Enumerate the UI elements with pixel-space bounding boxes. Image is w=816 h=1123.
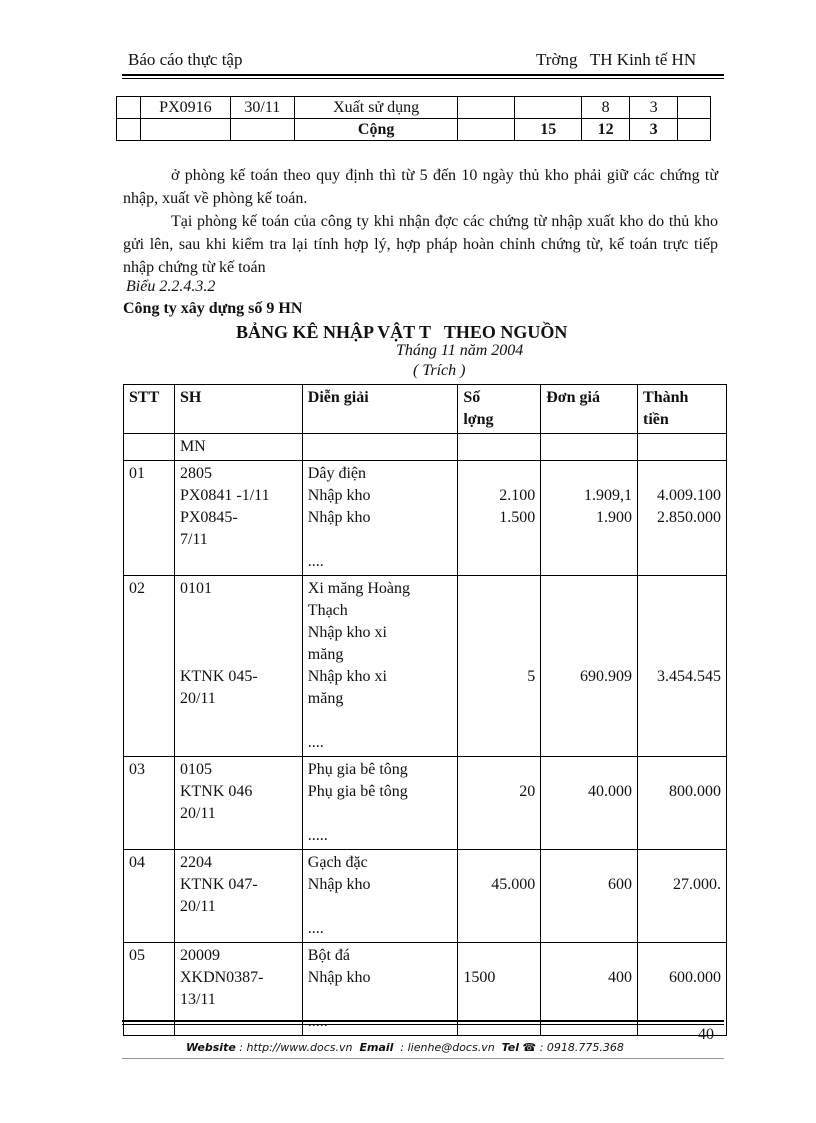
column-header: SH xyxy=(174,385,302,434)
tel-value: ☎ : 0918.775.368 xyxy=(519,1041,624,1054)
tel-label: Tel xyxy=(501,1041,519,1054)
email-label: Email xyxy=(359,1041,394,1054)
stt-cell: 04 xyxy=(124,850,175,943)
cell: 15 xyxy=(515,119,582,141)
cell xyxy=(230,119,294,141)
quantity-cell: 45.000 xyxy=(458,850,541,943)
cell xyxy=(140,119,230,141)
bieu-label: Biểu 2.2.4.3.2 xyxy=(126,278,216,295)
cell xyxy=(678,97,711,119)
header-rule-thick xyxy=(122,74,724,76)
page-number: 40 xyxy=(698,1026,714,1043)
table-header-row xyxy=(124,385,727,434)
footer-rule-thin xyxy=(122,1024,724,1025)
top-table xyxy=(116,96,711,141)
stt-cell: 03 xyxy=(124,757,175,850)
quantity-cell: 5 xyxy=(458,576,541,757)
column-header: STT xyxy=(124,385,175,434)
footer-bottom-rule xyxy=(122,1058,724,1059)
table-row xyxy=(117,119,711,141)
cell xyxy=(458,119,515,141)
cell: 3 xyxy=(630,119,678,141)
column-header: Số lợng xyxy=(458,385,541,434)
table-row xyxy=(124,850,727,943)
price-cell: 600 xyxy=(541,850,638,943)
paragraph: ở phòng kế toán theo quy định thì từ 5 đến 10 ngày thủ kho phải giữ các chứng từ nhập, xuất về phòng kế toán. xyxy=(123,167,718,207)
trich-label: ( Trích ) xyxy=(413,362,466,379)
main-table xyxy=(123,384,727,1036)
amount-cell: 800.000 xyxy=(638,757,727,850)
amount-cell: 4.009.100 2.850.000 xyxy=(638,461,727,576)
company-name: Công ty xây dựng số 9 HN xyxy=(123,300,303,317)
website-label: Website xyxy=(186,1041,236,1054)
table-row xyxy=(124,757,727,850)
cell: Cộng xyxy=(294,119,458,141)
quantity-cell: 1500 xyxy=(458,943,541,1036)
cell: Xuất sử dụng xyxy=(294,97,458,119)
sh-cell: 2805 PX0841 -1/11 PX0845- 7/11 xyxy=(174,461,302,576)
sh-cell: 2204 KTNK 047- 20/11 xyxy=(174,850,302,943)
cell xyxy=(124,434,175,461)
header-rule-thin xyxy=(122,78,724,79)
sh-cell: 20009 XKDN0387- 13/11 xyxy=(174,943,302,1036)
description-cell: Xi măng Hoàng Thạch Nhập kho xi măng Nhập kho xi măng .... xyxy=(302,576,458,757)
cell: 3 xyxy=(630,97,678,119)
price-cell: 1.909,1 1.900 xyxy=(541,461,638,576)
amount-cell: 600.000 xyxy=(638,943,727,1036)
footer-rule-thick xyxy=(122,1020,724,1022)
description-cell: Bột đá Nhập kho xyxy=(302,943,458,1036)
cell xyxy=(117,119,141,141)
stt-cell: 05 xyxy=(124,943,175,1036)
stt-cell: 02 xyxy=(124,576,175,757)
price-cell: 40.000 xyxy=(541,757,638,850)
quantity-cell: 20 xyxy=(458,757,541,850)
column-header: Thành tiền xyxy=(638,385,727,434)
cell: PX0916 xyxy=(140,97,230,119)
cell xyxy=(458,434,541,461)
cell: 30/11 xyxy=(230,97,294,119)
cell xyxy=(678,119,711,141)
quantity-cell: 2.100 1.500 xyxy=(458,461,541,576)
column-header: Đơn giá xyxy=(541,385,638,434)
price-cell: 400 xyxy=(541,943,638,1036)
sh-cell: 0101 KTNK 045- 20/11 xyxy=(174,576,302,757)
page-title: BẢNG KÊ NHẬP VẬT T THEO NGUỒN xyxy=(236,322,568,342)
cell xyxy=(541,434,638,461)
description-cell: Gạch đặc Nhập kho .... xyxy=(302,850,458,943)
stt-cell: 01 xyxy=(124,461,175,576)
table-row xyxy=(124,434,727,461)
price-cell: 690.909 xyxy=(541,576,638,757)
amount-cell: 3.454.545 xyxy=(638,576,727,757)
cell xyxy=(515,97,582,119)
column-header: Diễn giải xyxy=(302,385,458,434)
cell xyxy=(302,434,458,461)
website-value: : http://www.docs.vn xyxy=(235,1041,360,1054)
table-row xyxy=(124,461,727,576)
cell: MN xyxy=(174,434,302,461)
sh-cell: 0105 KTNK 046 20/11 xyxy=(174,757,302,850)
cell xyxy=(458,97,515,119)
cell xyxy=(638,434,727,461)
paragraph: Tại phòng kế toán của công ty khi nhận đợc các chứng từ nhập xuất kho do thủ kho gửi lên, sau khi kiểm tra lại tính hợp lý, hợp pháp hoàn chỉnh chứng từ, kế toán trực tiếp nhập chứng từ kế toán xyxy=(123,213,718,276)
footer-contact xyxy=(186,1041,624,1054)
amount-cell: 27.000. xyxy=(638,850,727,943)
email-value: : lienhe@docs.vn xyxy=(393,1041,502,1054)
description-cell: Dây điện Nhập kho Nhập kho .... xyxy=(302,461,458,576)
table-row xyxy=(124,576,727,757)
cell: 12 xyxy=(582,119,630,141)
header-left: Báo cáo thực tập xyxy=(128,50,243,69)
table-row xyxy=(117,97,711,119)
cell: 8 xyxy=(582,97,630,119)
subtitle: Tháng 11 năm 2004 xyxy=(396,342,524,359)
header-right: Trờng TH Kinh tế HN xyxy=(536,50,697,69)
description-cell: Phụ gia bê tông Phụ gia bê tông ..... xyxy=(302,757,458,850)
cell xyxy=(117,97,141,119)
